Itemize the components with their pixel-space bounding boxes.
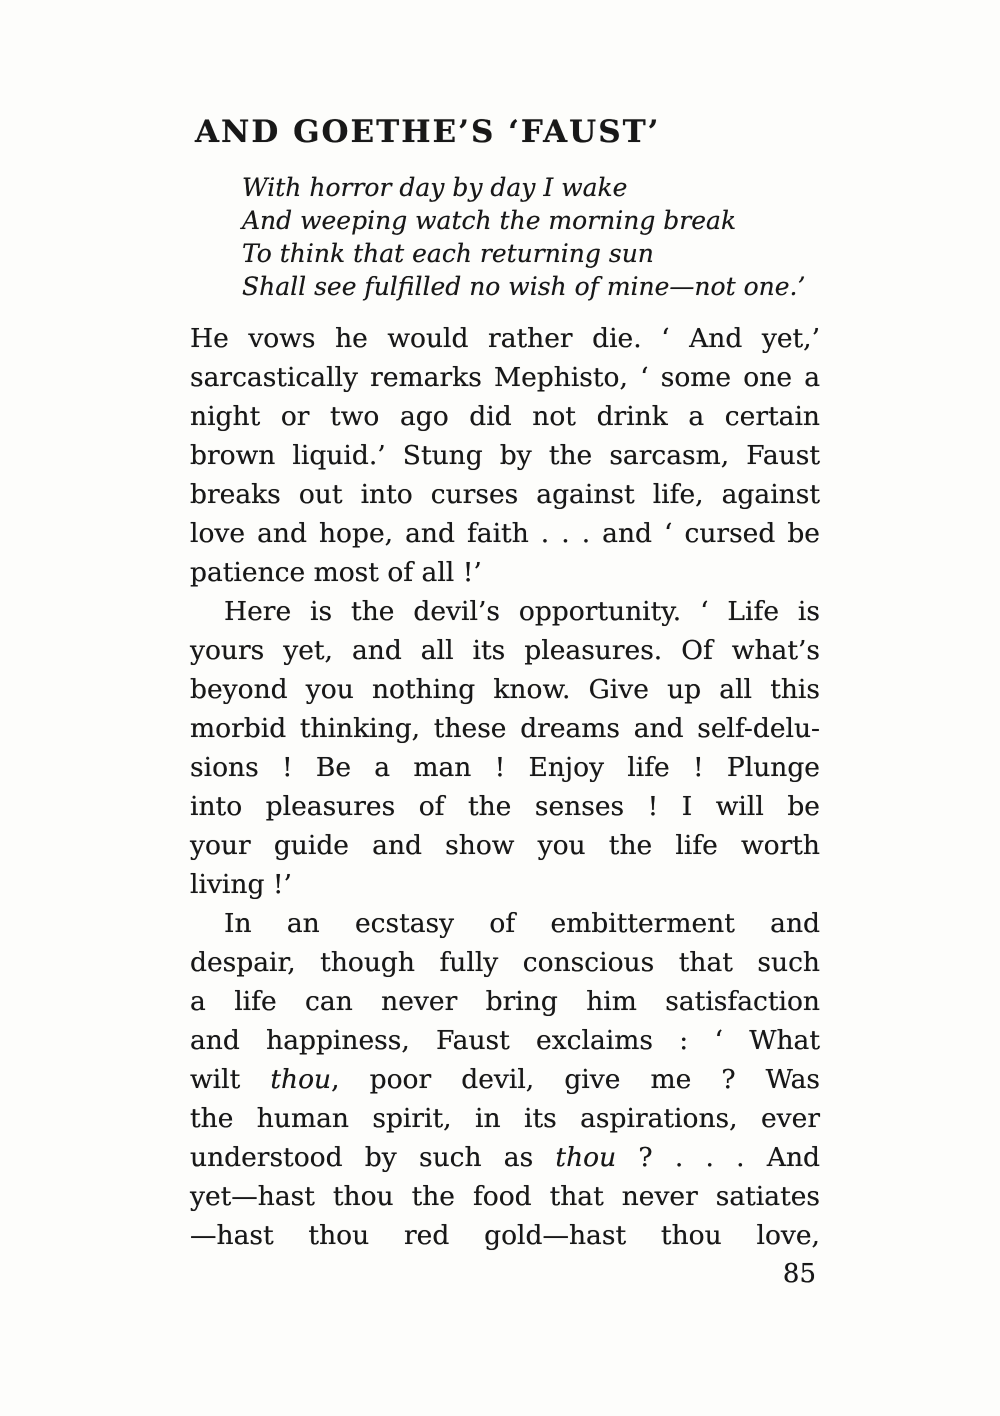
text-segment: breaks out into curses against life, against xyxy=(190,479,820,510)
text-line xyxy=(190,670,820,709)
text-segment: morbid thinking, these dreams and self-delu- xyxy=(190,713,820,744)
text-segment: sarcastically remarks Mephisto, ‘ some one a xyxy=(190,362,820,393)
text-segment: yet—hast thou the food that never satiates xyxy=(190,1181,820,1212)
paragraph xyxy=(190,904,820,1255)
text-line xyxy=(190,787,820,826)
text-segment: living !’ xyxy=(190,869,292,900)
text-segment: your guide and show you the life worth xyxy=(190,830,820,861)
text-segment: Here is the devil’s opportunity. ‘ Life is xyxy=(224,596,820,627)
text-line xyxy=(190,319,820,358)
text-line xyxy=(190,1216,820,1255)
text-segment: despair, though fully conscious that such xyxy=(190,947,820,978)
text-segment: love and hope, and faith . . . and ‘ cursed be xyxy=(190,518,820,549)
text-segment: ? . . . And xyxy=(616,1142,820,1173)
text-line xyxy=(190,826,820,865)
text-line xyxy=(190,397,820,436)
verse-line: Shall see fulfilled no wish of mine—not one.’ xyxy=(242,272,806,301)
text-line xyxy=(190,748,820,787)
verse xyxy=(242,171,820,303)
italic-text: thou xyxy=(555,1142,617,1173)
text-line xyxy=(190,904,820,943)
text-line xyxy=(190,358,820,397)
text-line xyxy=(190,982,820,1021)
text-segment: In an ecstasy of embitterment and xyxy=(224,908,820,939)
text-segment: patience most of all !’ xyxy=(190,557,482,588)
text-segment: and happiness, Faust exclaims : ‘ What xyxy=(190,1025,820,1056)
text-segment: , poor devil, give me ? Was xyxy=(331,1064,820,1095)
text-segment: —hast thou red gold—hast thou love, xyxy=(190,1220,820,1251)
text-segment: into pleasures of the senses ! I will be xyxy=(190,791,820,822)
text-segment: sions ! Be a man ! Enjoy life ! Plunge xyxy=(190,752,820,783)
text-segment: the human spirit, in its aspirations, ever xyxy=(190,1103,820,1134)
text-line xyxy=(190,475,820,514)
italic-text: thou xyxy=(270,1064,332,1095)
text-line xyxy=(190,1177,820,1216)
text-line xyxy=(190,1060,820,1099)
text-line xyxy=(190,436,820,475)
text-line xyxy=(190,514,820,553)
text-segment: beyond you nothing know. Give up all this xyxy=(190,674,820,705)
verse-line: To think that each returning sun xyxy=(242,239,654,268)
text-segment: He vows he would rather die. ‘ And yet,’ xyxy=(190,323,820,354)
text-line xyxy=(190,1099,820,1138)
paragraph xyxy=(190,319,820,592)
body-text xyxy=(190,319,820,1255)
text-segment: yours yet, and all its pleasures. Of what’s xyxy=(190,635,820,666)
text-segment: brown liquid.’ Stung by the sarcasm, Faust xyxy=(190,440,820,471)
page-title: AND GOETHE’S ‘FAUST’ xyxy=(195,114,661,150)
text-segment: night or two ago did not drink a certain xyxy=(190,401,820,432)
text-segment: a life can never bring him satisfaction xyxy=(190,986,820,1017)
text-line xyxy=(190,592,820,631)
text-line xyxy=(190,865,820,904)
text-line xyxy=(190,1138,820,1177)
text-segment: understood by such as xyxy=(190,1142,556,1173)
text-line xyxy=(190,709,820,748)
page-number: 85 xyxy=(782,1259,816,1289)
text-line xyxy=(190,553,820,592)
paragraph xyxy=(190,592,820,904)
text-segment: wilt xyxy=(190,1064,271,1095)
text-line xyxy=(190,943,820,982)
text-line xyxy=(190,631,820,670)
verse-line: And weeping watch the morning break xyxy=(242,206,737,235)
verse-line: With horror day by day I wake xyxy=(242,173,628,202)
text-line xyxy=(190,1021,820,1060)
